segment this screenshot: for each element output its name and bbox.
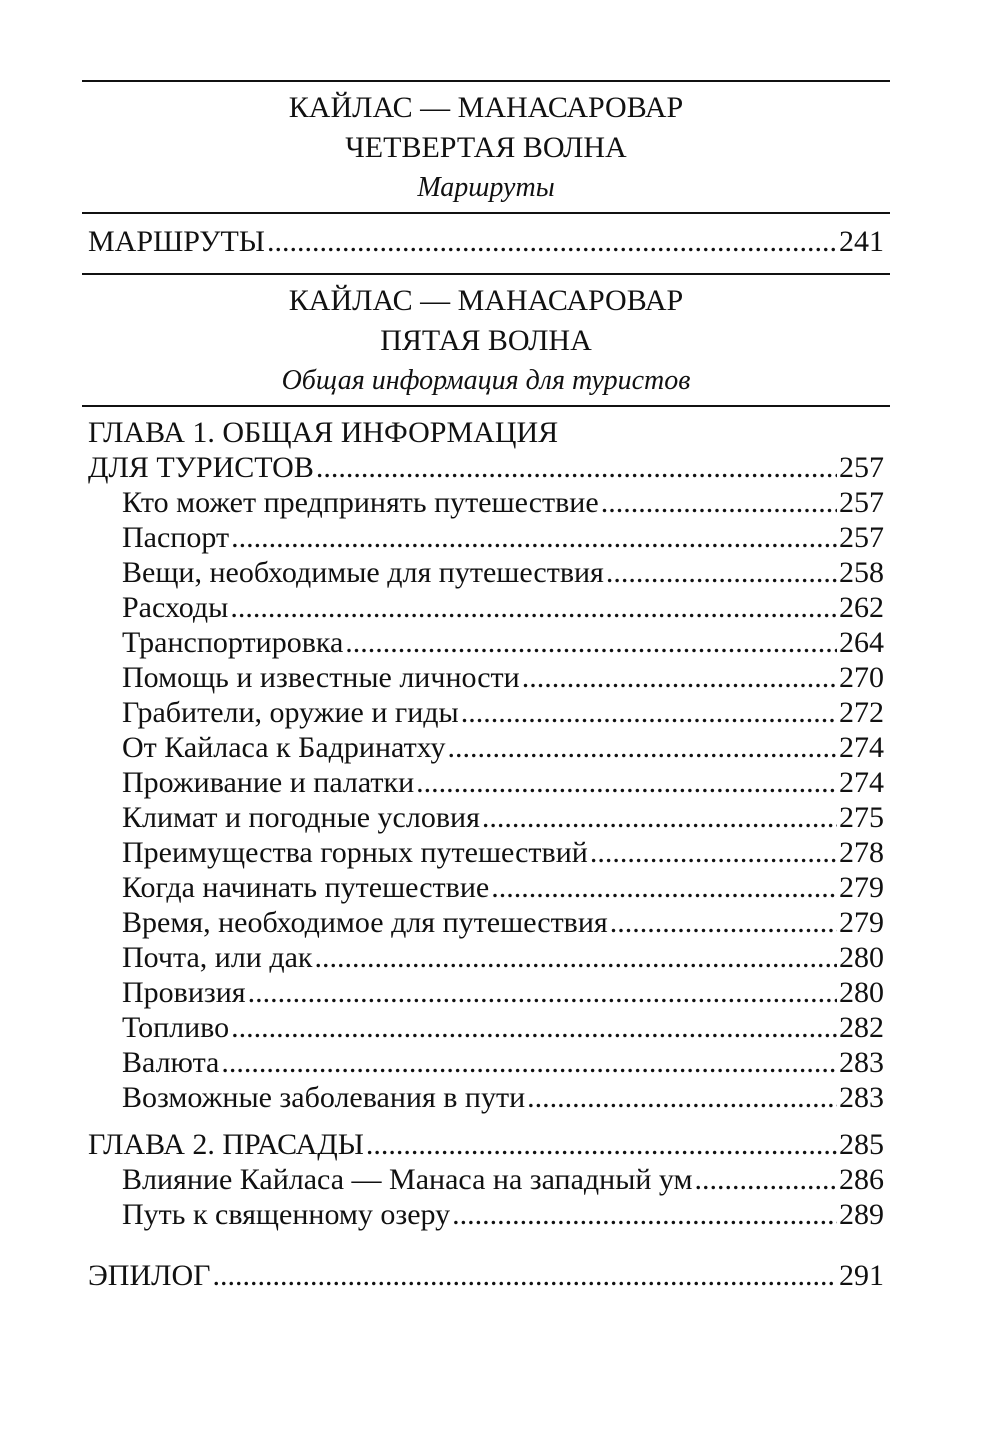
toc-dot-leader — [606, 555, 837, 590]
toc-dot-leader — [213, 1258, 838, 1293]
toc-entry-page: 278 — [839, 836, 884, 869]
toc-dot-leader — [230, 590, 837, 625]
toc-entry-section[interactable] — [82, 1197, 890, 1232]
toc-dot-leader — [491, 870, 837, 905]
toc-entry-title: Транспортировка — [122, 626, 344, 659]
toc-dot-leader — [601, 485, 837, 520]
toc-dot-leader — [267, 224, 837, 259]
toc-entry-page: 257 — [839, 521, 884, 554]
toc-entry-title: Паспорт — [122, 521, 230, 554]
toc-entry-page: 279 — [839, 906, 884, 939]
part5-title-line1: КАЙЛАС — МАНАСАРОВАР — [288, 284, 684, 317]
toc-entry-section[interactable] — [82, 625, 890, 660]
toc-entry-page: 258 — [839, 556, 884, 589]
toc-entry-title: Кто может предпринять путешествие — [122, 486, 599, 519]
toc-dot-leader — [448, 730, 837, 765]
toc-dot-leader — [315, 940, 837, 975]
toc-entry-title: Топливо — [122, 1011, 230, 1044]
toc-entry-title: Когда начинать путешествие — [122, 871, 490, 904]
toc-dot-leader — [461, 695, 837, 730]
part4-subtitle: Маршруты — [417, 172, 555, 203]
toc-dot-leader — [248, 975, 837, 1010]
toc-entry-page: 264 — [839, 626, 884, 659]
toc-entry-section[interactable] — [82, 870, 890, 905]
toc-dot-leader — [527, 1080, 837, 1115]
toc-entry-section[interactable] — [82, 1045, 890, 1080]
toc-entry-page: 275 — [839, 801, 884, 834]
toc-entry-title: Расходы — [122, 591, 229, 624]
toc-dot-leader — [610, 905, 837, 940]
toc-entry-section[interactable] — [82, 555, 890, 590]
toc-entry-section[interactable] — [82, 695, 890, 730]
toc-entry-page: 241 — [839, 225, 884, 258]
toc-dot-leader — [695, 1162, 837, 1197]
toc-entry-page: 274 — [839, 766, 884, 799]
toc-entry-title: Валюта — [122, 1046, 220, 1079]
toc-entry-title: Влияние Кайласа — Манаса на западный ум — [122, 1163, 693, 1196]
toc-entry-section[interactable] — [82, 485, 890, 520]
toc-entry-page: 283 — [839, 1046, 884, 1079]
toc-entry-title: Климат и погодные условия — [122, 801, 480, 834]
toc-entry-title: Почта, или дак — [122, 941, 313, 974]
toc-entry-section[interactable] — [82, 660, 890, 695]
toc-entry-title: Грабители, оружие и гиды — [122, 696, 459, 729]
toc-entry-section[interactable] — [82, 1080, 890, 1115]
chapter1-title-line1: ГЛАВА 1. ОБЩАЯ ИНФОРМАЦИЯ — [88, 416, 559, 449]
toc-dot-leader — [231, 1010, 837, 1045]
toc-entry-title: Проживание и палатки — [122, 766, 415, 799]
toc-entry-section[interactable] — [82, 765, 890, 800]
toc-entry-chapter1[interactable] — [82, 450, 890, 485]
toc-entry-section[interactable] — [82, 905, 890, 940]
toc-entry-section[interactable] — [82, 1010, 890, 1045]
toc-entry-title: ЭПИЛОГ — [88, 1259, 211, 1292]
toc-dot-leader — [482, 800, 837, 835]
toc-entry-routes[interactable] — [82, 224, 890, 259]
part5-header — [82, 275, 890, 405]
toc-dot-leader — [452, 1197, 837, 1232]
part4-title-line1: КАЙЛАС — МАНАСАРОВАР — [288, 91, 684, 124]
toc-entry-page: 286 — [839, 1163, 884, 1196]
toc-entry-section[interactable] — [82, 520, 890, 555]
toc-entry-title: Возможные заболевания в пути — [122, 1081, 526, 1114]
toc-dot-leader — [416, 765, 837, 800]
toc-entry-page: 283 — [839, 1081, 884, 1114]
toc-entry-section[interactable] — [82, 590, 890, 625]
toc-entry-page: 274 — [839, 731, 884, 764]
toc-entry-title: Вещи, необходимые для путешествия — [122, 556, 604, 589]
toc-entry-title: МАРШРУТЫ — [88, 225, 265, 258]
part4-header — [82, 82, 890, 212]
toc-entry-page: 280 — [839, 976, 884, 1009]
toc-entry-page: 257 — [839, 451, 884, 484]
toc-entry-page: 279 — [839, 871, 884, 904]
toc-entry-title: Преимущества горных путешествий — [122, 836, 588, 869]
toc-entry-section[interactable] — [82, 800, 890, 835]
toc-entry-page: 257 — [839, 486, 884, 519]
toc-entry-page: 280 — [839, 941, 884, 974]
toc-entry-page: 289 — [839, 1198, 884, 1231]
toc-entry-chapter2[interactable] — [82, 1127, 890, 1162]
toc-entry-title: От Кайласа к Бадринатху — [122, 731, 446, 764]
toc-entry-section[interactable] — [82, 940, 890, 975]
toc-entry-title: ДЛЯ ТУРИСТОВ — [88, 451, 314, 484]
part5-title-line2: ПЯТАЯ ВОЛНА — [380, 324, 592, 357]
toc-entry-page: 282 — [839, 1011, 884, 1044]
toc-entry-page: 262 — [839, 591, 884, 624]
toc-dot-leader — [221, 1045, 837, 1080]
toc-dot-leader — [231, 520, 837, 555]
toc-entry-title: ГЛАВА 2. ПРАСАДЫ — [88, 1128, 364, 1161]
toc-entry-title: Помощь и известные личности — [122, 661, 520, 694]
toc-entry-section[interactable] — [82, 730, 890, 765]
toc-entry-title: Путь к священному озеру — [122, 1198, 451, 1231]
toc-entry-section[interactable] — [82, 975, 890, 1010]
toc-entry-title: Провизия — [122, 976, 246, 1009]
part4-title-line2: ЧЕТВЕРТАЯ ВОЛНА — [345, 131, 627, 164]
toc-dot-leader — [366, 1127, 837, 1162]
toc-dot-leader — [316, 450, 837, 485]
toc-page — [82, 80, 890, 1293]
toc-entry-page: 270 — [839, 661, 884, 694]
toc-dot-leader — [345, 625, 837, 660]
toc-entry-epilogue[interactable] — [82, 1258, 890, 1293]
toc-entry-section[interactable] — [82, 835, 890, 870]
toc-entry-page: 291 — [839, 1259, 884, 1292]
toc-entry-section[interactable] — [82, 1162, 890, 1197]
part5-subtitle: Общая информация для туристов — [281, 365, 691, 396]
toc-entry-title: Время, необходимое для путешествия — [122, 906, 608, 939]
toc-dot-leader — [590, 835, 837, 870]
toc-entry-page: 285 — [839, 1128, 884, 1161]
toc-entry-page: 272 — [839, 696, 884, 729]
toc-dot-leader — [522, 660, 837, 695]
